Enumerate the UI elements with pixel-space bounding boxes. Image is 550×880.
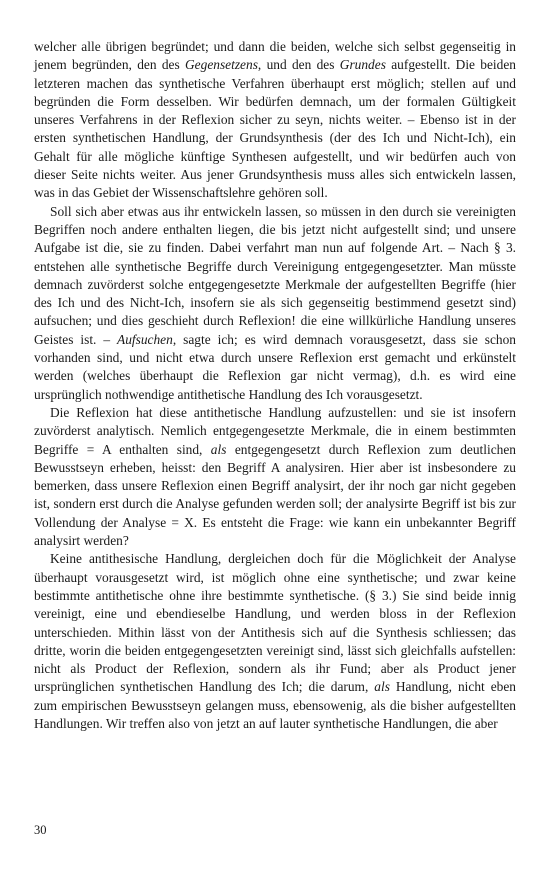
emphasis-als: als [374, 679, 390, 695]
paragraph-3 [34, 404, 516, 550]
emphasis-aufsuchen: Aufsuchen [117, 331, 173, 347]
text-run: entgegengesetzt durch Reflexion zum deutlichen Bewusstseyn erheben, heisst: den Begriff A analysiren. Hier aber ist insbesondere zu bemerken, dass unsere Reflexion einen Begriff analysirt, der ihr noch gar nicht gegeben ist, sondern erst durch die Analyse gefunden werden soll; der analysirte Begriff ist bis zur Vollendung der Analyse = X. Es entsteht die Frage: wie kann ein unbekannter Begriff analysirt werden? [34, 441, 516, 549]
paragraph-2 [34, 203, 516, 404]
page-body [34, 38, 516, 733]
text-run: aufgestellt. Die beiden letzteren machen das synthetische Verfahren überhaupt erst möglich; stellen auf und begründen die Form desselben. Wir bedürfen demnach, um der formalen Gültigkeit unseres Verfahrens in der Reflexion sicher zu seyn, nichts weiter. – Ebenso ist in der ersten synthetischen Handlung, der Grundsynthesis (der des Ich und Nicht-Ich), ein Gehalt für alle mögliche künftige Synthesen aufgestellt, und wir bedürfen auch von dieser Seite nichts weiter. Aus jener Grundsynthesis muss alles sich entwickeln lassen, was in das Gebiet der Wissenschaftslehre gehören soll. [34, 57, 516, 201]
emphasis-gegensetzens: Gegensetzens [185, 57, 258, 73]
text-run: Die Reflexion hat diese antithetische Handlung aufzustellen: und sie ist insofern zuvörderst analytisch. Nemlich entgegengesetzte Merkmale, die in einem bestimmten Begriffe = A enthalten sind, [34, 404, 516, 457]
emphasis-grundes: Grundes [339, 57, 386, 73]
text-run: Handlung, nicht eben zum empirischen Bewusstseyn gelangen muss, ebensowenig, als die bisher aufgestellten Handlungen. Wir treffen also von jetzt an auf lauter synthetische Handlungen, die aber [34, 679, 516, 731]
page-number: 30 [34, 823, 47, 837]
paragraph-4 [34, 550, 516, 733]
emphasis-als: als [210, 441, 227, 457]
text-run: , und den des [257, 57, 340, 73]
text-run: , sagte ich; es wird demnach vorausgesetzt, dass sie schon vorhanden sind, und nicht etwa durch unsere Reflexion erst gemacht und erkünstelt werden (welches überhaupt die Reflexion gar nicht vermag), d.h. es wird eine ursprünglich nothwendige antithetische Handlung des Ich vorausgesetzt. [34, 331, 516, 402]
text-run: Soll sich aber etwas aus ihr entwickeln lassen, so müssen in den durch sie vereinigten Begriffen noch andere enthalten liegen, die bis jetzt nicht aufgestellt sind; und unsere Aufgabe ist die, sie zu finden. Dabei verfahrt man nun auf folgende Art. – Nach § 3. entstehen alle synthetische Begriffe durch Vereinigung entgegengesetzter. Man müsste demnach zuvörderst solche entgegengesetzte Merkmale der aufgestellten Begriffe (hier des Ich und des Nicht-Ich, insofern sie als sich gegenseitig bestimmend gesetzt sind) aufsuchen; und dies geschieht durch Reflexion! die eine willkürliche Handlung unseres Geistes ist. – [34, 203, 516, 347]
paragraph-1 [34, 38, 516, 203]
text-run: welcher alle übrigen begründet; und dann die beiden, welche sich selbst gegenseitig in jenem begründen, den des [34, 39, 516, 73]
text-run: Keine antithesische Handlung, dergleichen doch für die Möglichkeit der Analyse überhaupt vorausgesetzt wird, ist möglich ohne eine synthetische; und zwar keine bestimmte antithetische ohne ihre bestimmte synthetische. (§ 3.) Sie sind beide innig vereinigt, eine und ebendieselbe Handlung, und werden bloss in der Reflexion unterschieden. Mithin lässt von der Antithesis sich auf die Synthesis schliessen; das dritte, worin die beiden entgegengesetzten vereinigt sind, lässt sich gleichfalls aufstellen: nicht als Product der Reflexion, sondern als ihr Fund; aber als Product jener ursprünglichen synthetischen Handlung des Ich; die darum, [34, 551, 516, 695]
